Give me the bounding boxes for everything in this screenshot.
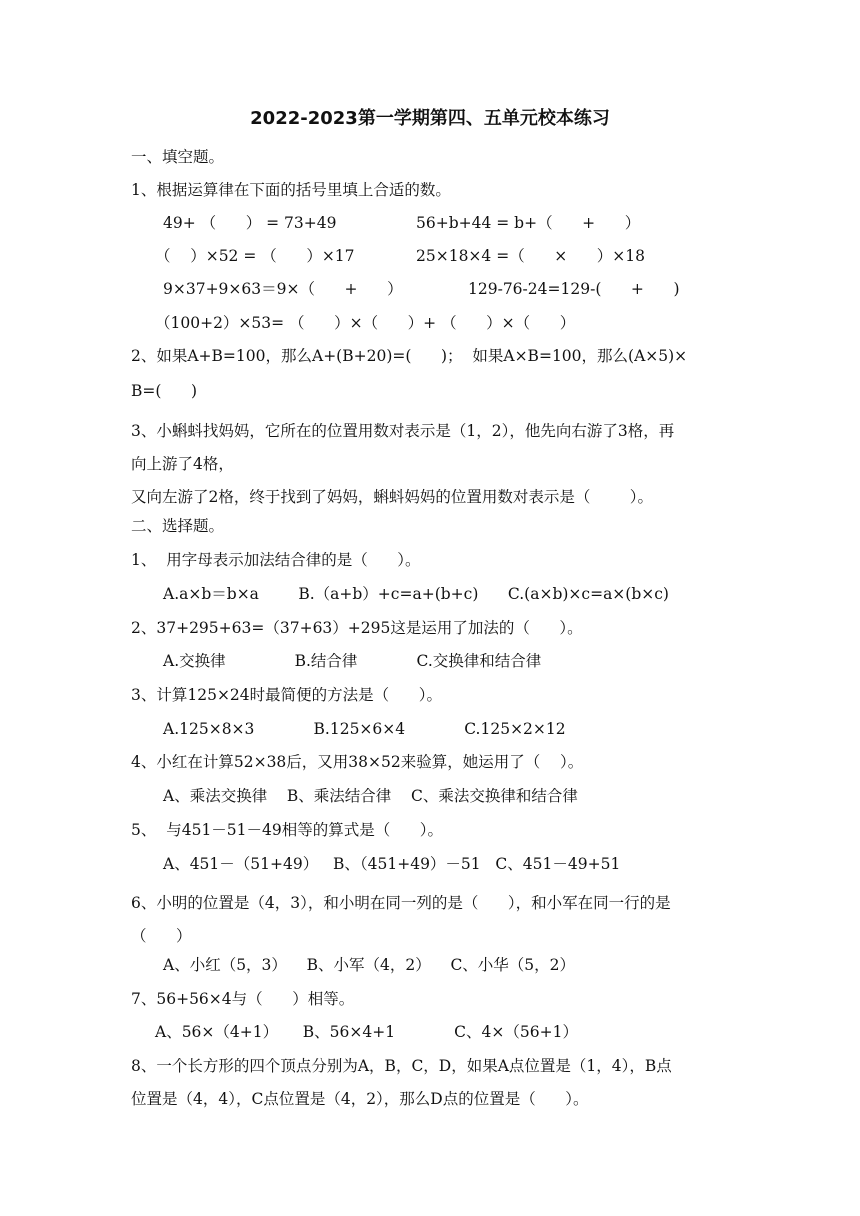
s2-q2-text: 2、37+295+63=（37+63）+295这是运用了加法的（ ）。 <box>131 619 583 637</box>
s2-q7-options: A、56×（4+1） B、56×4+1 C、4×（56+1） <box>155 1023 578 1041</box>
s1-q1-row1-left: 49+ （ ） = 73+49 <box>163 214 337 232</box>
s1-q2-line2: B=( ) <box>131 382 198 400</box>
s2-q6-line1: 6、小明的位置是（4，3），和小明在同一列的是（ ），和小军在同一行的是 <box>131 894 671 912</box>
s1-q3-line3: 又向左游了2格，终于找到了妈妈，蝌蚪妈妈的位置用数对表示是（ ）。 <box>131 488 654 506</box>
s2-q6-line2: （ ） <box>131 927 192 945</box>
s1-q1-row3-right: 129-76-24=129-( + ) <box>468 280 680 298</box>
s2-q3-options: A.125×8×3 B.125×6×4 C.125×2×12 <box>163 720 566 738</box>
s2-q1-options: A.a×b＝b×a B.（a+b）+c=a+(b+c) C.(a×b)×c=a×(b×c) <box>163 585 669 603</box>
s2-q8-line1: 8、一个长方形的四个顶点分别为A，B，C，D，如果A点位置是（1，4），B点 <box>131 1057 672 1075</box>
page-title: 2022-2023第一学期第四、五单元校本练习 <box>250 108 610 129</box>
s1-q2-line1: 2、如果A+B=100，那么A+(B+20)=( )； 如果A×B=100，那么(A×5)× <box>131 347 688 365</box>
s2-q6-options: A、小红（5，3） B、小军（4，2） C、小华（5，2） <box>163 956 576 974</box>
s1-q1-row1-right: 56+b+44 = b+（ + ） <box>416 214 641 232</box>
s1-q3-line2: 向上游了4格， <box>131 455 234 473</box>
s1-q1-row3-left: 9×37+9×63＝9×（ + ） <box>163 280 403 298</box>
s2-q5-options: A、451－（51+49） B、（451+49）－51 C、451－49+51 <box>163 855 621 873</box>
section1-heading: 一、填空题。 <box>131 148 225 166</box>
s1-q1-text: 1、根据运算律在下面的括号里填上合适的数。 <box>131 181 451 199</box>
s2-q4-options: A、乘法交换律 B、乘法结合律 C、乘法交换律和结合律 <box>163 787 578 805</box>
s1-q1-row2-right: 25×18×4 =（ × ）×18 <box>416 247 646 265</box>
s2-q2-options: A.交换律 B.结合律 C.交换律和结合律 <box>163 652 542 670</box>
s2-q3-text: 3、计算125×24时最简便的方法是（ ）。 <box>131 686 442 704</box>
s1-q1-row2-left: （ ）×52 = （ ）×17 <box>155 247 355 265</box>
s2-q1-text: 1、 用字母表示加法结合律的是（ ）。 <box>131 551 421 569</box>
s2-q7-text: 7、56+56×4与（ ）相等。 <box>131 990 355 1008</box>
s2-q4-text: 4、小红在计算52×38后，又用38×52来验算，她运用了（ ）。 <box>131 753 584 771</box>
s1-q1-row4: （100+2）×53= （ ）×（ ）+ （ ）×（ ） <box>155 314 576 332</box>
section2-heading: 二、选择题。 <box>131 517 225 535</box>
s2-q8-line2: 位置是（4，4），C点位置是（4，2），那么D点的位置是（ ）。 <box>131 1090 589 1108</box>
s2-q5-text: 5、 与451－51－49相等的算式是（ ）。 <box>131 821 444 839</box>
s1-q3-line1: 3、小蝌蚪找妈妈，它所在的位置用数对表示是（1，2），他先向右游了3格，再 <box>131 422 675 440</box>
